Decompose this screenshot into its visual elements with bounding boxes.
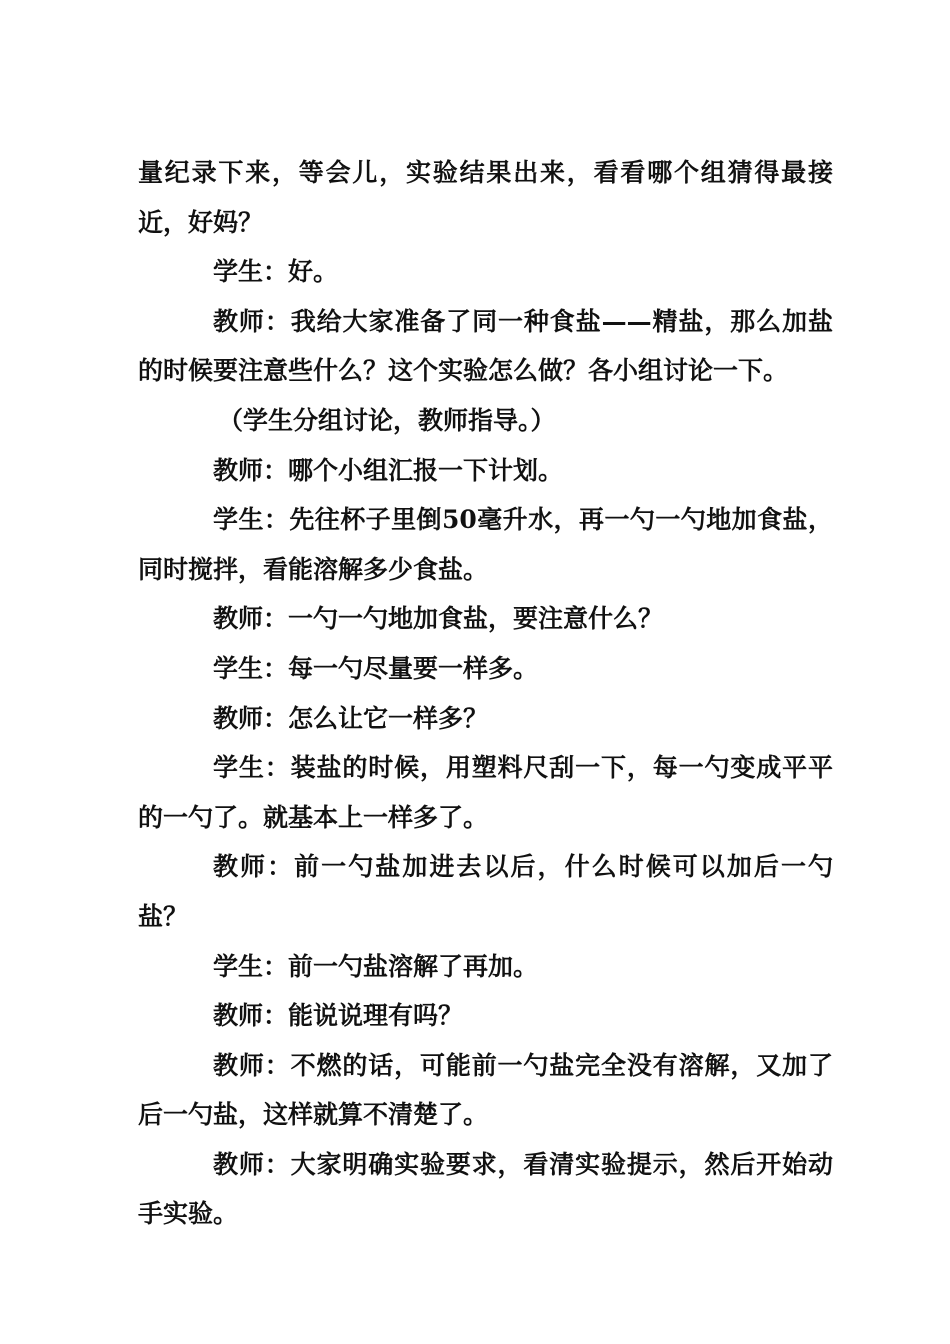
paragraph-student-reply: 学生：好。: [213, 257, 339, 287]
paragraph-teacher-start: 教师：大家明确实验要求，看清实验提示，然后开始动手实验。: [138, 1149, 833, 1229]
paragraph-teacher-explain: 教师：不燃的话，可能前一勺盐完全没有溶解，又加了后一勺盐，这样就算不清楚了。: [138, 1050, 833, 1130]
document-body: [138, 148, 833, 1239]
paragraph-student-dissolve: 学生：前一勺盐溶解了再加。: [213, 951, 539, 981]
paragraph-teacher-attention: 教师：一勺一勺地加食盐，要注意什么？: [213, 604, 664, 634]
paragraph-teacher-prepare: 教师：我给大家准备了同一种食盐——精盐，那么加盐的时候要注意些什么？这个实验怎么做？各小组讨论一下。: [138, 306, 833, 386]
paragraph-teacher-reason: 教师：能说说理有吗？: [213, 1001, 464, 1031]
paragraph-student-same: 学生：每一勺尽量要一样多。: [213, 653, 539, 683]
paragraph-teacher-when: 教师：前一勺盐加进去以后，什么时候可以加后一勺盐？: [138, 852, 833, 931]
paragraph-teacher-plan: 教师：哪个小组汇报一下计划。: [213, 455, 564, 485]
paragraph-student-plan: 学生：先往杯子里倒50毫升水，再一勺一勺地加食盐，同时搅拌，看能溶解多少食盐。: [138, 505, 833, 584]
paragraph-teacher-how: 教师：怎么让它一样多？: [213, 703, 489, 733]
paragraph-stage-direction: （学生分组讨论，教师指导。）: [218, 405, 556, 435]
paragraph-continuation: 量纪录下来，等会儿，实验结果出来，看看哪个组猜得最接近，好妈？: [138, 158, 833, 237]
paragraph-student-ruler: 学生：装盐的时候，用塑料尺刮一下，每一勺变成平平的一勺了。就基本上一样多了。: [138, 753, 833, 832]
